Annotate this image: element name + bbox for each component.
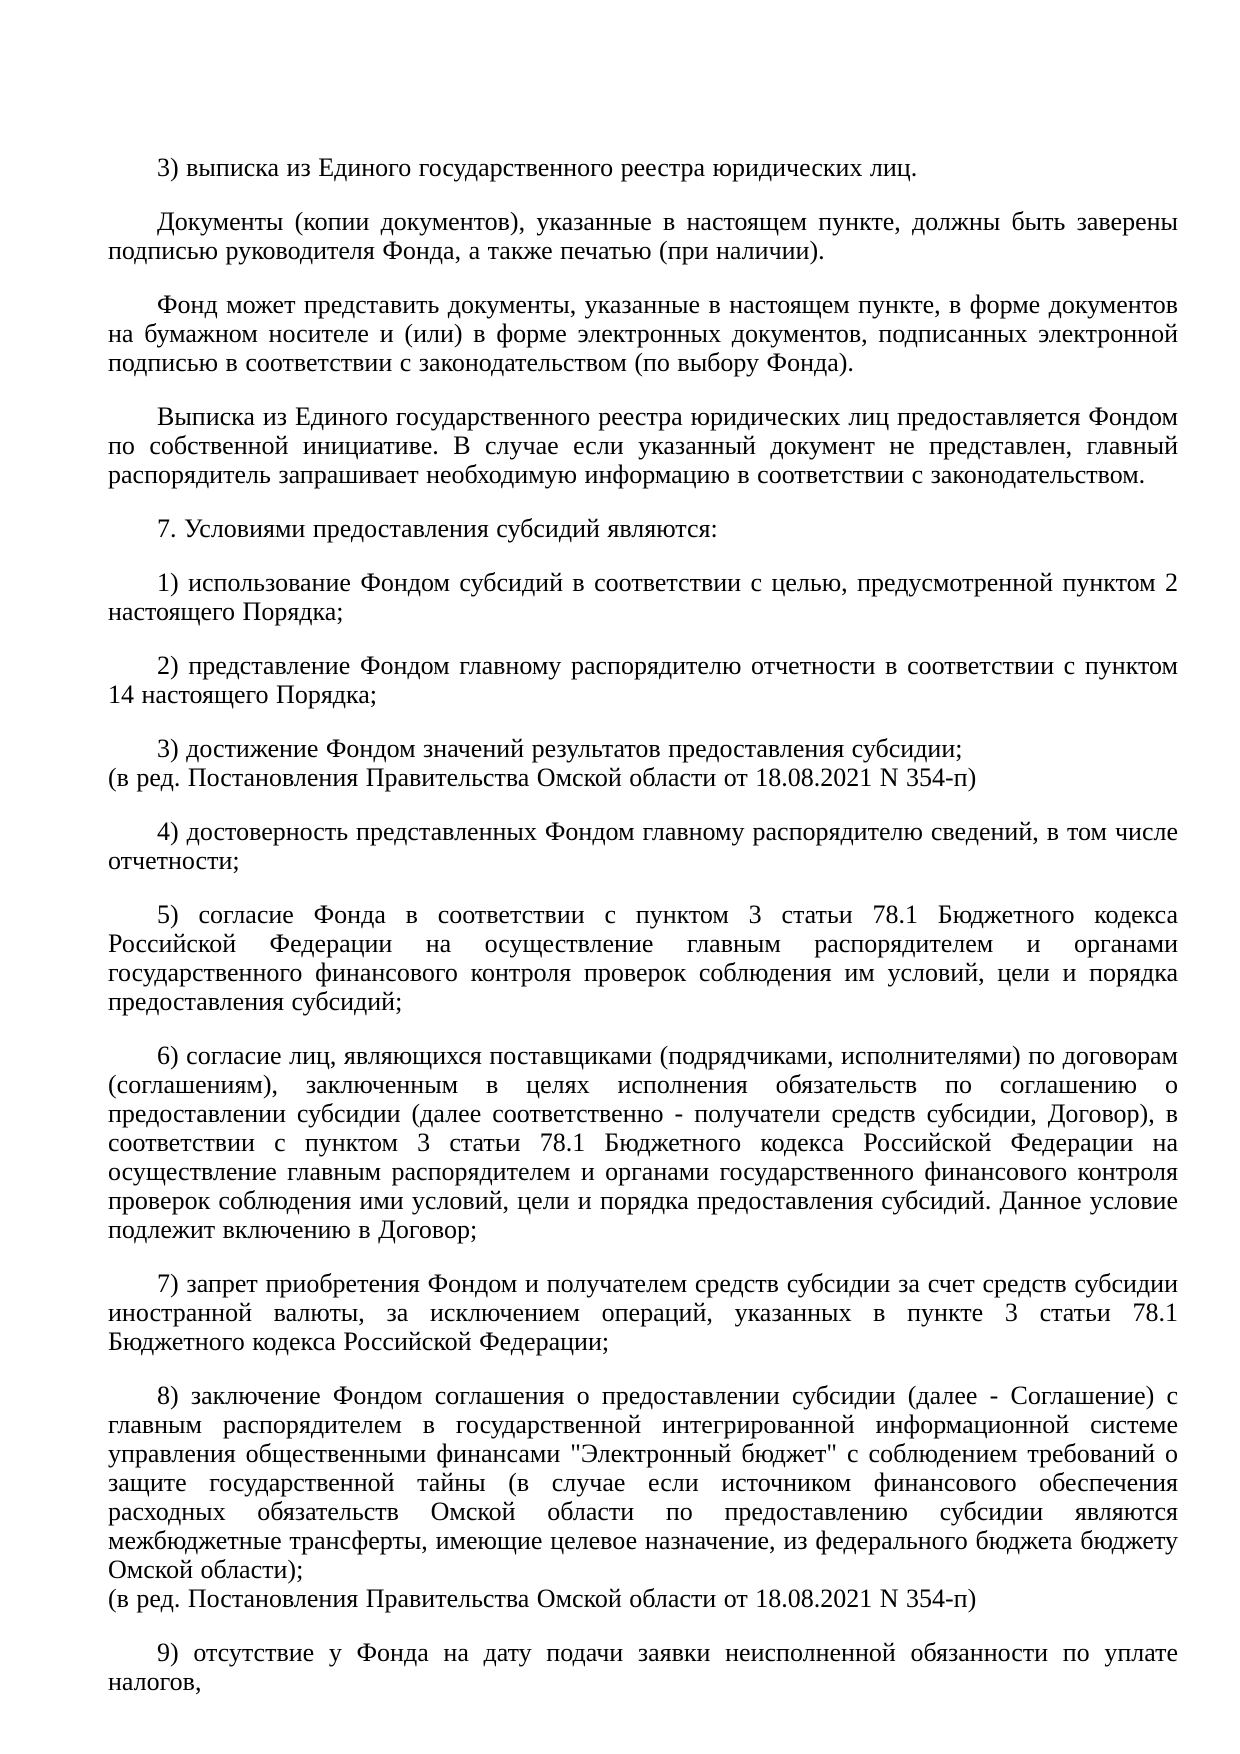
paragraph (108, 207, 1178, 265)
paragraph (108, 1269, 1178, 1356)
amendment-note: (в ред. Постановления Правительства Омской области от 18.08.2021 N 354-п) (108, 1584, 977, 1613)
paragraph-text: Документы (копии документов), указанные в настоящем пункте, должны быть заверены подписью руководителя Фонда, а также печатью (при наличии). (108, 207, 1178, 265)
paragraph-text: Выписка из Единого государственного реестра юридических лиц предоставляется Фондом по собственной инициативе. В случае если указанный документ не представлен, главный распорядитель запрашивает необходимую информацию в соответствии с законодательством. (108, 402, 1178, 489)
paragraph (108, 514, 1178, 543)
amendment-note: (в ред. Постановления Правительства Омской области от 18.08.2021 N 354-п) (108, 763, 977, 792)
paragraph (108, 900, 1178, 1016)
paragraph (108, 402, 1178, 489)
paragraph-text: 6) согласие лиц, являющихся поставщиками (подрядчиками, исполнителями) по договорам (соглашениям), заключенным в целях исполнения обязательств по соглашению о предоставлении субсидии (далее соответственно - получатели средств субсидии, Договор), в соответствии с пунктом 3 статьи 78.1 Бюджетного кодекса Российской Федерации на осуществление главным распорядителем и органами государственного финансового контроля проверок соблюдения ими условий, цели и порядка предоставления субсидий. Данное условие подлежит включению в Договор; (108, 1041, 1178, 1244)
paragraph (108, 153, 1178, 182)
paragraph (108, 817, 1178, 875)
paragraph (108, 1638, 1178, 1696)
paragraph-text: 1) использование Фондом субсидий в соответствии с целью, предусмотренной пунктом 2 настоящего Порядка; (108, 568, 1178, 626)
paragraph-text: 7) запрет приобретения Фондом и получателем средств субсидии за счет средств субсидии иностранной валюты, за исключением операций, указанных в пункте 3 статьи 78.1 Бюджетного кодекса Российской Федерации; (108, 1269, 1178, 1356)
paragraph (108, 1041, 1178, 1244)
paragraph (108, 651, 1178, 709)
paragraph (108, 568, 1178, 626)
paragraph-text: 3) выписка из Единого государственного реестра юридических лиц. (157, 153, 918, 182)
paragraph-text: 3) достижение Фондом значений результатов предоставления субсидии; (157, 734, 963, 763)
document-body (108, 153, 1178, 1696)
paragraph-text: 2) представление Фондом главному распорядителю отчетности в соответствии с пунктом 14 настоящего Порядка; (108, 651, 1178, 709)
paragraph (108, 734, 1178, 792)
paragraph-text: 5) согласие Фонда в соответствии с пунктом 3 статьи 78.1 Бюджетного кодекса Российской Федерации на осуществление главным распорядителем и органами государственного финансового контроля проверок соблюдения им условий, цели и порядка предоставления субсидий; (108, 900, 1178, 1016)
paragraph-text: Фонд может представить документы, указанные в настоящем пункте, в форме документов на бумажном носителе и (или) в форме электронных документов, подписанных электронной подписью в соответствии с законодательством (по выбору Фонда). (108, 290, 1178, 377)
paragraph-text: 9) отсутствие у Фонда на дату подачи заявки неисполненной обязанности по уплате налогов, (108, 1638, 1178, 1696)
paragraph-text: 8) заключение Фондом соглашения о предоставлении субсидии (далее - Соглашение) с главным распорядителем в государственной интегрированной информационной системе управления общественными финансами "Электронный бюджет" с соблюдением требований о защите государственной тайны (в случае если источником финансового обеспечения расходных обязательств Омской области по предоставлению субсидии являются межбюджетные трансферты, имеющие целевое назначение, из федерального бюджета бюджету Омской области); (108, 1381, 1178, 1584)
paragraph-text: 7. Условиями предоставления субсидий являются: (157, 514, 718, 543)
paragraph (108, 1381, 1178, 1613)
paragraph (108, 290, 1178, 377)
paragraph-text: 4) достоверность представленных Фондом главному распорядителю сведений, в том числе отчетности; (108, 817, 1178, 875)
